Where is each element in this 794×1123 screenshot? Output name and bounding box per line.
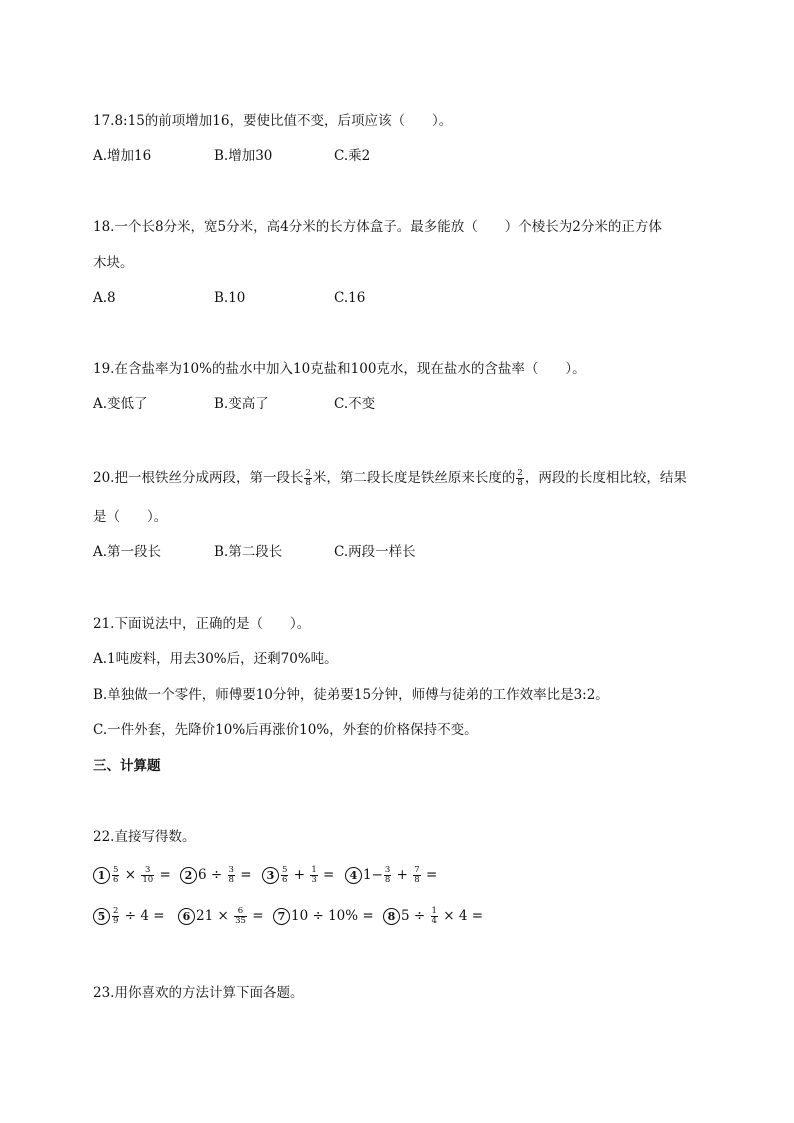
- calc-item-4: 4 1− $\frac{3}{8}$ + $\frac{7}{8}$ =: [345, 864, 437, 886]
- q17-option-a[interactable]: A.增加16: [93, 148, 152, 164]
- circled-number: 4: [345, 867, 362, 884]
- q19-option-b[interactable]: B.变高了: [214, 396, 269, 412]
- q20-option-c[interactable]: C.两段一样长: [334, 544, 416, 560]
- question-19-stem: 19.在含盐率为10%的盐水中加入10克盐和100克水，现在盐水的含盐率（ ）。: [93, 361, 586, 377]
- calc-item-7: 7 10 ÷ 10% =: [273, 905, 374, 927]
- q21-option-a[interactable]: A.1吨废料，用去30%后，还剩70%吨。: [93, 651, 338, 667]
- question-23-stem: 23.用你喜欢的方法计算下面各题。: [93, 985, 304, 1001]
- calc-item-3: 3 $\frac{5}{6}$ + $\frac{1}{3}$ =: [262, 864, 334, 886]
- calc-item-2: 2 6 ÷ $\frac{3}{8}$ =: [180, 864, 252, 886]
- circled-number: 1: [93, 867, 110, 884]
- question-18-stem-cont: 木块。: [93, 255, 134, 271]
- q20-text-1: 20.把一根铁丝分成两段，第一段长: [93, 470, 304, 486]
- circled-number: 8: [383, 908, 400, 925]
- question-22-stem: 22.直接写得数。: [93, 829, 196, 845]
- q17-option-b[interactable]: B.增加30: [214, 148, 273, 164]
- question-20-stem: [93, 469, 687, 488]
- circled-number: 3: [262, 867, 279, 884]
- q21-option-b[interactable]: B.单独做一个零件，师傅要10分钟，徒弟要15分钟，师傅与徒弟的工作效率比是3:2。: [93, 687, 609, 703]
- calc-item-6: 6 21 × $\frac{6}{35}$ =: [178, 905, 264, 927]
- calc-item-1: 1 $\frac{5}{6}$ × $\frac{3}{10}$ =: [93, 864, 171, 886]
- question-17-stem: 17.8:15的前项增加16，要使比值不变，后项应该（ ）。: [93, 113, 453, 129]
- circled-number: 2: [180, 867, 197, 884]
- q20-option-b[interactable]: B.第二段长: [214, 544, 283, 560]
- q20-text-2: 米，第二段长度是铁丝原来长度的: [312, 470, 516, 486]
- q18-option-c[interactable]: C.16: [334, 290, 366, 306]
- q19-option-a[interactable]: A.变低了: [93, 396, 148, 412]
- q18-option-a[interactable]: A.8: [93, 290, 116, 306]
- q20-text-3: ，两段的长度相比较，结果: [524, 470, 687, 486]
- question-18-stem: 18.一个长8分米，宽5分米，高4分米的长方体盒子。最多能放（ ）个棱长为2分米的正方体: [93, 219, 662, 235]
- question-21-stem: 21.下面说法中，正确的是（ ）。: [93, 616, 311, 632]
- q18-option-b[interactable]: B.10: [214, 290, 246, 306]
- q20-fraction-1: $\frac{2}{8}$: [305, 468, 311, 488]
- q19-option-c[interactable]: C.不变: [334, 396, 376, 412]
- q20-option-a[interactable]: A.第一段长: [93, 544, 162, 560]
- circled-number: 6: [178, 908, 195, 925]
- question-20-stem-cont: 是（ ）。: [93, 509, 168, 525]
- q20-fraction-2: $\frac{2}{8}$: [517, 468, 523, 488]
- q17-option-c[interactable]: C.乘2: [334, 148, 371, 164]
- calc-item-8: 8 5 ÷ $\frac{1}{4}$ × 4 =: [383, 905, 483, 927]
- section-heading: 三、计算题: [93, 758, 161, 774]
- circled-number: 5: [93, 908, 110, 925]
- q21-option-c[interactable]: C.一件外套，先降价10%后再涨价10%，外套的价格保持不变。: [93, 722, 478, 738]
- calc-item-5: 5 $\frac{2}{9}$ ÷ 4 =: [93, 905, 165, 927]
- circled-number: 7: [273, 908, 290, 925]
